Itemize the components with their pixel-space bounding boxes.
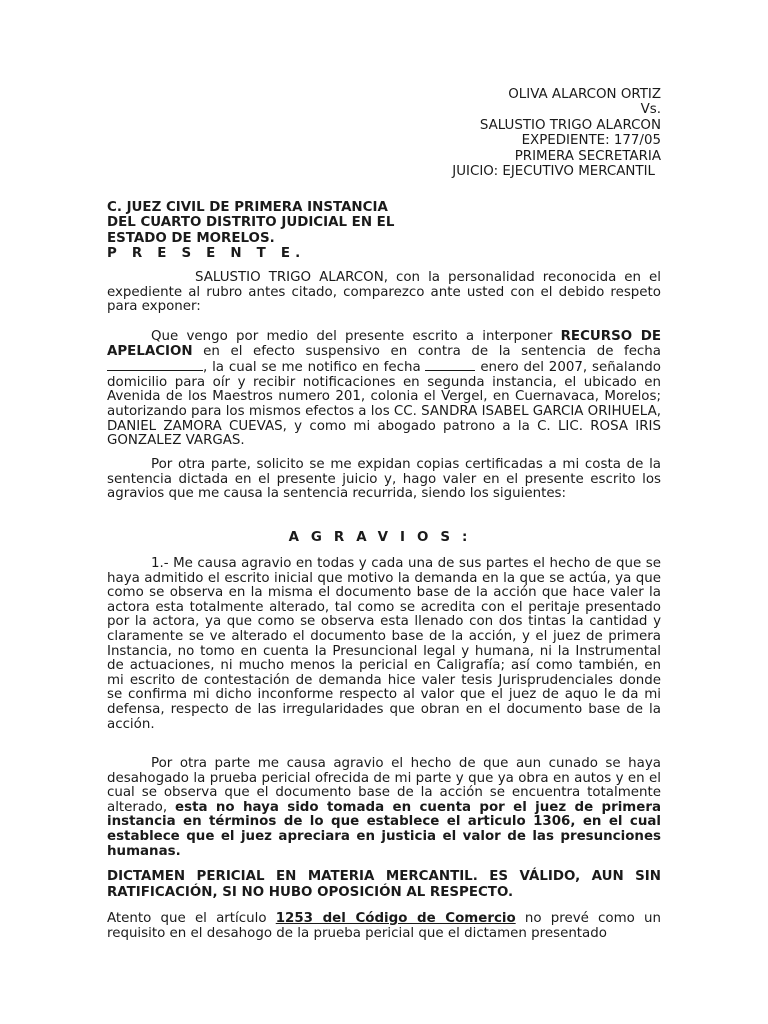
addressee-block: [107, 200, 661, 262]
agravios-heading: AGRAVIOS:: [288, 530, 480, 545]
copies-text: Por otra parte, solicito se me expidan copias certificadas a mi costa de la sentencia dictada en el presente juicio y, hago valer en el presente escrito los agravios que me causa la sentencia recurrida, siendo los siguientes:: [107, 457, 661, 502]
dictamen-heading: DICTAMEN PERICIAL EN MATERIA MERCANTIL. ES VÁLIDO, AUN SIN RATIFICACIÓN, SI NO HUBO OPOSICIÓN AL RESPECTO.: [107, 869, 661, 900]
versus-label: Vs.: [640, 102, 661, 118]
trial-type: JUICIO: EJECUTIVO MERCANTIL: [452, 164, 655, 180]
case-number: EXPEDIENTE: 177/05: [521, 133, 661, 149]
plaintiff-name: OLIVA ALARCON ORTIZ: [508, 87, 661, 102]
appeal-paragraph: [107, 330, 661, 449]
appeal-text-1: Que vengo por medio del presente escrito a interponer: [151, 329, 561, 344]
presente-label: P R E S E N T E.: [107, 246, 306, 262]
appeal-text-3: , la cual se me notifico en fecha: [203, 360, 426, 376]
appellant-name: SALUSTIO TRIGO ALARCON: [195, 270, 384, 285]
addressee-line-2: DEL CUARTO DISTRITO JUDICIAL EN EL: [107, 215, 395, 231]
code-reference: 1253 del Código de Comercio: [275, 911, 516, 926]
appeal-text-4: enero del 2007, señalando domicilio para oír y recibir notificaciones en segunda instancia, el ubicado en Avenida de los Maestros numero 201, colonia el Vergel, en Cuernavaca, Morelos; autorizando para los mismos efectos a los CC. SANDRA ISABEL GARCIA ORIHUELA, DANIEL ZAMORA CUEVAS, y como mi abogado patrono a la C. LIC. ROSA IRIS GONZALEZ VARGAS.: [107, 360, 661, 449]
atento-text-1: Atento que el artículo: [107, 911, 276, 926]
atento-paragraph: [107, 912, 661, 941]
addressee-line-1: C. JUEZ CIVIL DE PRIMERA INSTANCIA: [107, 200, 388, 215]
atento-text-2: no prevé como un requisito en el desahogo de la prueba pericial que el dictamen presentado: [107, 911, 661, 941]
addressee-line-3: ESTADO DE MORELOS.: [107, 230, 275, 246]
appeal-text-2: en el efecto suspensivo en contra de la sentencia de fecha: [192, 343, 661, 359]
day-blank-line: [425, 359, 475, 371]
grievance-2-bold: esta no haya sido tomada en cuenta por el juez de primera instancia en términos de lo que establece el articulo 1306, en el cual establece que el juez apreciara en justicia el valor de las presunciones humanas.: [107, 799, 661, 859]
grievance-1-paragraph: [107, 557, 661, 732]
grievance-2-paragraph: [107, 757, 661, 859]
defendant-name: SALUSTIO TRIGO ALARCON: [479, 117, 661, 133]
case-header: [452, 87, 661, 179]
intro-text: , con la personalidad reconocida en el expediente al rubro antes citado, comparezco ante usted con el debido respeto para exponer:: [107, 270, 662, 315]
secretary-label: PRIMERA SECRETARIA: [514, 148, 661, 164]
copies-paragraph: [107, 458, 661, 502]
grievance-1-text: 1.- Me causa agravio en todas y cada una de sus partes el hecho de que se haya admitido el escrito inicial que motivo la demanda en la que se actúa, ya que como se observa en la misma el documento base de la acción que hace valer la actora esta totalmente alterado, tal como se acredita con el peritaje presentado por la actora, ya que como se observa esta llenado con dos tintas la cantidad y claramente se ve alterado el documento base de la acción, y el juez de primera Instancia, no tomo en cuenta la Presuncional legal y humana, ni la Instrumental de actuaciones, ni mucho menos la pericial en Caligrafía; así como también, en mi escrito de contestación de demanda hice valer tesis Jurisprudenciales donde se confirma mi dicho inconforme respecto al valor que el juez de aquo le da mi defensa, respecto de las irregularidades que obran en el documento base de la acción.: [107, 556, 661, 732]
grievance-2-text: Por otra parte me causa agravio el hecho de que aun cunado se haya desahogado la prueba pericial ofrecida de mi parte y que ya obra en autos y en el cual se observa que el documento base de la acción se encuentra totalmente alterado,: [107, 756, 661, 815]
appeal-bold: RECURSO DE APELACION: [107, 329, 662, 359]
date-blank-line: [107, 359, 203, 371]
intro-paragraph: [107, 271, 661, 315]
